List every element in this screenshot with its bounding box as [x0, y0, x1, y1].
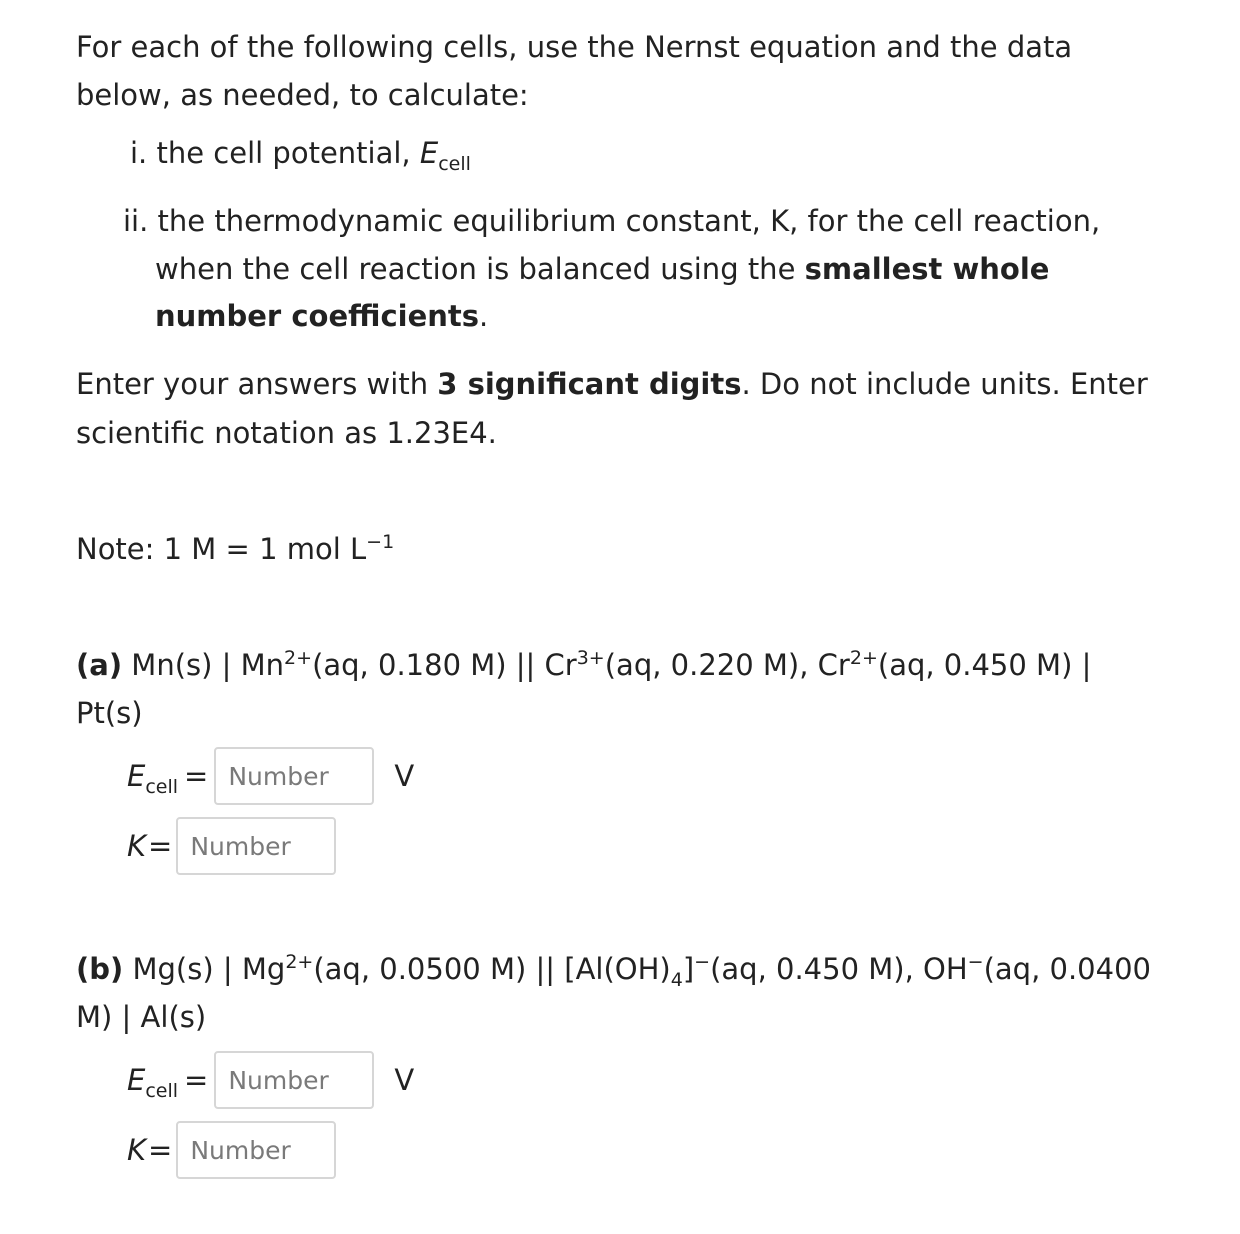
part-b-cell-line-2: M) | Al(s): [76, 1000, 207, 1034]
list-item-ii-line-3: [155, 296, 488, 336]
ecell-subscript: cell: [438, 153, 471, 175]
part-a-k-equals: =: [148, 829, 173, 863]
part-a-k-symbol: K: [127, 829, 147, 863]
part-a-ecell-subscript: cell: [145, 776, 179, 798]
list-item-ii-line-2: [155, 249, 1049, 289]
list-item-ii-period: .: [479, 299, 489, 333]
part-a-ecell-input[interactable]: [214, 747, 374, 805]
part-b-k-row: [127, 1121, 336, 1179]
part-b-ecell-unit: V: [394, 1063, 415, 1097]
part-b-k-symbol: K: [127, 1133, 147, 1167]
part-a-ecell-equals: =: [184, 759, 209, 793]
part-a-sup-1: 2+: [284, 647, 313, 669]
part-b-text-1: Mg(s) | Mg: [123, 952, 286, 986]
part-a-sup-3: 2+: [849, 647, 878, 669]
part-a-text-3: (aq, 0.220 M), Cr: [604, 648, 850, 682]
list-item-i-text: i. the cell potential,: [130, 136, 420, 170]
instructions-prefix: Enter your answers with: [76, 367, 438, 401]
part-a-ecell-unit: V: [394, 759, 415, 793]
ecell-symbol: E: [419, 136, 439, 170]
part-b-ecell-equals: =: [184, 1063, 209, 1097]
part-b-text-4: (aq, 0.450 M), OH: [710, 952, 968, 986]
list-item-ii-line-1: ii. the thermodynamic equilibrium constant, K, for the cell reaction,: [123, 204, 1101, 238]
part-b-ecell-symbol: E: [127, 1063, 146, 1097]
note-text: Note: 1 M = 1 mol L: [76, 532, 367, 566]
part-b-sup-1: 2+: [285, 951, 314, 973]
instructions-line-1: [76, 364, 1148, 404]
part-b-k-equals: =: [148, 1133, 173, 1167]
intro-line-1: For each of the following cells, use the Nernst equation and the data: [76, 30, 1073, 64]
part-b-sup-3: −: [967, 951, 984, 973]
intro-line-2: below, as needed, to calculate:: [76, 78, 529, 112]
part-b-sup-2: −: [694, 951, 711, 973]
part-a-text-1: Mn(s) | Mn: [122, 648, 285, 682]
part-a-k-row: [127, 817, 336, 875]
part-b-text-3: ]: [682, 952, 695, 986]
list-item-i: [130, 133, 471, 173]
part-b-label: (b): [76, 952, 124, 986]
part-a-sup-2: 3+: [576, 647, 605, 669]
part-b-ecell-input[interactable]: [214, 1051, 374, 1109]
list-item-ii-bold-2: number coefficients: [155, 299, 480, 333]
part-a-cell-line-1: [76, 645, 1091, 685]
part-a-k-input[interactable]: [176, 817, 336, 875]
instructions-bold: 3 significant digits: [437, 367, 742, 401]
part-b-cell-line-1: [76, 949, 1151, 989]
part-b-ecell-label: [127, 1063, 179, 1102]
instructions-line-2: scientific notation as 1.23E4.: [76, 416, 497, 450]
part-a-ecell-row: [127, 747, 414, 805]
part-b-ecell-row: [127, 1051, 414, 1109]
part-b-sub-1: 4: [670, 969, 683, 991]
list-item-ii-plain: when the cell reaction is balanced using the: [155, 252, 805, 286]
part-b-k-input[interactable]: [176, 1121, 336, 1179]
instructions-suffix: . Do not include units. Enter: [741, 367, 1148, 401]
note: [76, 529, 394, 569]
part-b-text-2: (aq, 0.0500 M) || [Al(OH): [313, 952, 671, 986]
part-a-text-4: (aq, 0.450 M) |: [877, 648, 1092, 682]
part-b-ecell-subscript: cell: [145, 1080, 179, 1102]
note-superscript: −1: [366, 531, 395, 553]
list-item-ii-bold-1: smallest whole: [804, 252, 1050, 286]
part-a-text-2: (aq, 0.180 M) || Cr: [312, 648, 577, 682]
part-a-cell-line-2: Pt(s): [76, 696, 143, 730]
part-a-ecell-label: [127, 759, 179, 798]
part-b-text-5: (aq, 0.0400: [983, 952, 1151, 986]
part-a-ecell-symbol: E: [127, 759, 146, 793]
part-a-label: (a): [76, 648, 123, 682]
